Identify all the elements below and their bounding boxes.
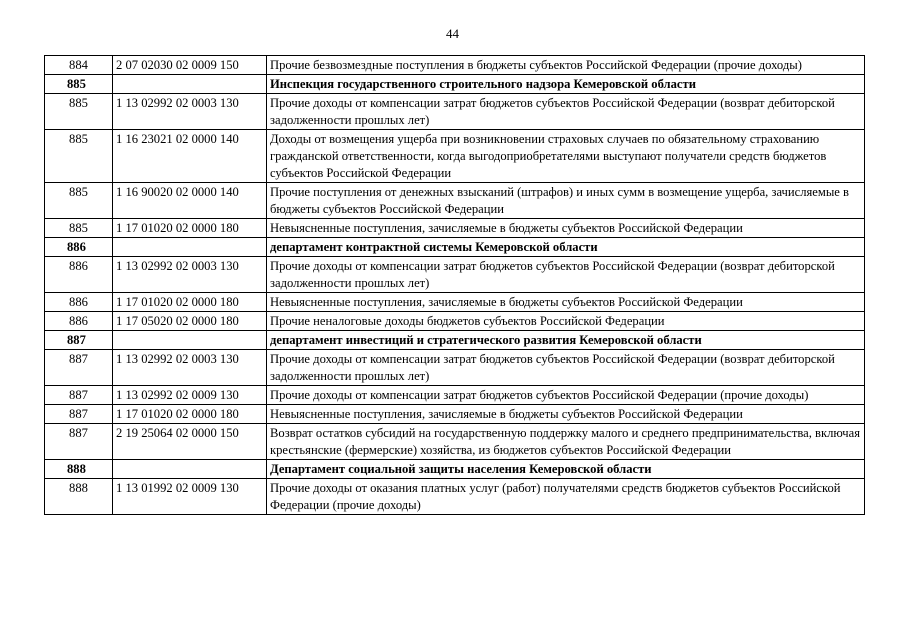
admin-code-cell: 885	[45, 94, 113, 130]
admin-code-cell: 886	[45, 257, 113, 293]
table-row	[45, 219, 865, 238]
revenue-name-cell: Невыясненные поступления, зачисляемые в бюджеты субъектов Российской Федерации	[267, 405, 865, 424]
revenue-name-cell: Прочие неналоговые доходы бюджетов субъектов Российской Федерации	[267, 312, 865, 331]
table-body	[45, 56, 865, 515]
admin-code-cell: 887	[45, 331, 113, 350]
budget-code-cell: 1 13 02992 02 0003 130	[113, 94, 267, 130]
budget-code-cell: 2 07 02030 02 0009 150	[113, 56, 267, 75]
budget-code-cell: 1 17 01020 02 0000 180	[113, 405, 267, 424]
table-row	[45, 386, 865, 405]
table-row	[45, 293, 865, 312]
section-header-row	[45, 460, 865, 479]
admin-code-cell: 887	[45, 424, 113, 460]
admin-code-cell: 885	[45, 75, 113, 94]
revenue-name-cell: Возврат остатков субсидий на государственную поддержку малого и среднего предпринимательства, включая крестьянские (фермерские) хозяйства, из бюджетов субъектов Российской Федерации	[267, 424, 865, 460]
table-row	[45, 56, 865, 75]
section-header-row	[45, 238, 865, 257]
admin-code-cell: 887	[45, 350, 113, 386]
admin-code-cell: 888	[45, 479, 113, 515]
revenue-name-cell: Прочие безвозмездные поступления в бюджеты субъектов Российской Федерации (прочие доходы)	[267, 56, 865, 75]
revenue-name-cell: департамент контрактной системы Кемеровской области	[267, 238, 865, 257]
budget-code-cell: 1 17 05020 02 0000 180	[113, 312, 267, 331]
budget-code-cell: 1 16 90020 02 0000 140	[113, 183, 267, 219]
revenue-name-cell: Невыясненные поступления, зачисляемые в бюджеты субъектов Российской Федерации	[267, 219, 865, 238]
table-row	[45, 350, 865, 386]
budget-code-cell	[113, 238, 267, 257]
table-row	[45, 130, 865, 183]
budget-revenue-table	[44, 55, 865, 515]
admin-code-cell: 887	[45, 386, 113, 405]
revenue-name-cell: Прочие доходы от компенсации затрат бюджетов субъектов Российской Федерации (возврат дебиторской задолженности прошлых лет)	[267, 350, 865, 386]
budget-code-cell	[113, 75, 267, 94]
revenue-name-cell: департамент инвестиций и стратегического развития Кемеровской области	[267, 331, 865, 350]
revenue-name-cell: Прочие доходы от компенсации затрат бюджетов субъектов Российской Федерации (возврат дебиторской задолженности прошлых лет)	[267, 94, 865, 130]
admin-code-cell: 886	[45, 312, 113, 331]
table-row	[45, 94, 865, 130]
revenue-name-cell: Департамент социальной защиты населения Кемеровской области	[267, 460, 865, 479]
section-header-row	[45, 75, 865, 94]
budget-code-cell: 1 13 02992 02 0009 130	[113, 386, 267, 405]
admin-code-cell: 885	[45, 130, 113, 183]
revenue-name-cell: Прочие доходы от компенсации затрат бюджетов субъектов Российской Федерации (возврат дебиторской задолженности прошлых лет)	[267, 257, 865, 293]
revenue-name-cell: Прочие доходы от оказания платных услуг (работ) получателями средств бюджетов субъектов Российской Федерации (прочие доходы)	[267, 479, 865, 515]
revenue-name-cell: Доходы от возмещения ущерба при возникновении страховых случаев по обязательному страхованию гражданской ответственности, когда выгодоприобретателями выступают получатели средств бюджетов субъектов Российской Федерации	[267, 130, 865, 183]
admin-code-cell: 885	[45, 183, 113, 219]
budget-code-cell: 1 13 02992 02 0003 130	[113, 257, 267, 293]
table-row	[45, 257, 865, 293]
admin-code-cell: 886	[45, 293, 113, 312]
admin-code-cell: 886	[45, 238, 113, 257]
table-row	[45, 312, 865, 331]
revenue-name-cell: Инспекция государственного строительного надзора Кемеровской области	[267, 75, 865, 94]
budget-code-cell: 1 17 01020 02 0000 180	[113, 293, 267, 312]
budget-code-cell: 2 19 25064 02 0000 150	[113, 424, 267, 460]
section-header-row	[45, 331, 865, 350]
table-row	[45, 479, 865, 515]
revenue-name-cell: Прочие доходы от компенсации затрат бюджетов субъектов Российской Федерации (прочие доходы)	[267, 386, 865, 405]
admin-code-cell: 885	[45, 219, 113, 238]
revenue-name-cell: Прочие поступления от денежных взысканий (штрафов) и иных сумм в возмещение ущерба, зачисляемые в бюджеты субъектов Российской Федерации	[267, 183, 865, 219]
revenue-name-cell: Невыясненные поступления, зачисляемые в бюджеты субъектов Российской Федерации	[267, 293, 865, 312]
budget-code-cell: 1 13 02992 02 0003 130	[113, 350, 267, 386]
page-number: 44	[446, 26, 459, 41]
budget-code-cell	[113, 460, 267, 479]
budget-code-cell: 1 13 01992 02 0009 130	[113, 479, 267, 515]
budget-code-cell: 1 17 01020 02 0000 180	[113, 219, 267, 238]
table-row	[45, 424, 865, 460]
budget-code-cell	[113, 331, 267, 350]
table-row	[45, 405, 865, 424]
admin-code-cell: 884	[45, 56, 113, 75]
table-row	[45, 183, 865, 219]
admin-code-cell: 887	[45, 405, 113, 424]
budget-code-cell: 1 16 23021 02 0000 140	[113, 130, 267, 183]
admin-code-cell: 888	[45, 460, 113, 479]
